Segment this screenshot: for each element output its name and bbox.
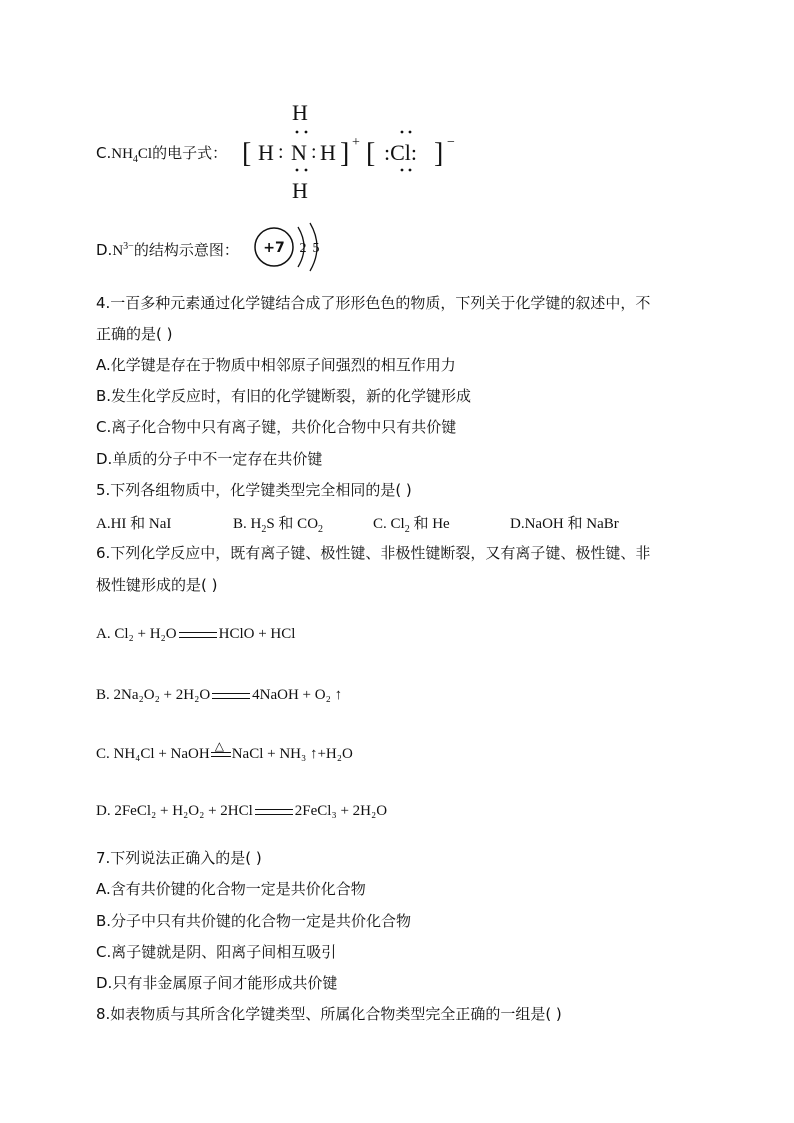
q5-b-sub2: 2 [318, 524, 324, 535]
q6-a-right: HClO + HCl [218, 626, 296, 642]
q6-d-right: 2FeCl₃ + 2H₂O [294, 803, 388, 819]
q5-option-c[interactable] [373, 512, 450, 533]
lewis-left-bracket-2: [ [366, 138, 376, 169]
q6-c-left: NH₄Cl + NaOH [113, 746, 210, 762]
q5-stem: 5.下列各组物质中，化学键类型完全相同的是( ) [96, 481, 412, 499]
q6-a-label: A. [96, 626, 111, 642]
lewis-right-bracket: ] [340, 138, 350, 169]
q4-option-a[interactable]: A.化学键是存在于物质中相邻原子间强烈的相互作用力 [96, 356, 456, 374]
q5-b-pre: B. H [233, 516, 262, 532]
q5-c-post: 和 He [409, 516, 450, 532]
q5-c-sub: 2 [404, 524, 410, 535]
q4-option-d[interactable]: D.单质的分子中不一定存在共价键 [96, 450, 323, 468]
lewis-structure-nh4cl [240, 98, 470, 208]
q4-option-c[interactable]: C.离子化合物中只有离子键，共价化合物中只有共价键 [96, 418, 457, 436]
lewis-cl: :Cl: [384, 140, 418, 165]
q3-c-sub: 4 [132, 154, 138, 165]
q7-option-c[interactable]: C.离子键就是阴、阳离子间相互吸引 [96, 943, 337, 961]
lewis-h-top: H [292, 100, 308, 125]
q6-option-b[interactable] [96, 685, 342, 705]
q6-a-left: Cl₂ + H₂O [114, 626, 177, 642]
q3-c-label: C. [96, 144, 112, 162]
lewis-minus: − [447, 135, 455, 150]
q3-d-sup: 3− [123, 241, 134, 252]
q3-c-text: 的电子式： [152, 144, 228, 162]
q6-c-right: NaCl + NH₃ ↑+H₂O [231, 746, 353, 762]
lewis-colon-1: : [278, 141, 284, 163]
q6-b-label: B. [96, 687, 110, 703]
q4-stem-line-1: 4.一百多种元素通过化学键结合成了形形色色的物质，下列关于化学键的叙述中，不 [96, 294, 651, 312]
lewis-dot [409, 169, 412, 172]
q7-option-b[interactable]: B.分子中只有共价键的化合物一定是共价化合物 [96, 912, 412, 930]
lewis-dot [305, 131, 308, 134]
q7-option-a[interactable]: A.含有共价键的化合物一定是共价化合物 [96, 880, 366, 898]
lewis-n: N [291, 140, 307, 165]
q3-c-formula: NH [111, 146, 133, 162]
equals-arrow-icon [255, 809, 293, 815]
q6-d-left: 2FeCl₂ + H₂O₂ + 2HCl [114, 803, 253, 819]
q3-option-c [96, 143, 227, 164]
q3-c-formula2: Cl [137, 146, 153, 162]
q6-option-c[interactable] [96, 738, 353, 764]
equals-arrow-icon [212, 693, 250, 699]
q5-c-pre: C. Cl [373, 516, 405, 532]
q5-options [96, 512, 736, 535]
q6-d-label: D. [96, 803, 111, 819]
lewis-h-right: H [320, 140, 336, 165]
lewis-dot [401, 131, 404, 134]
equals-arrow-icon [179, 632, 217, 638]
q6-stem-line-2: 极性键形成的是( ) [96, 576, 218, 594]
q4-option-b[interactable]: B.发生化学反应时，有旧的化学键断裂，新的化学键形成 [96, 387, 472, 405]
q3-d-formula: N [112, 243, 124, 259]
q3-d-label: D. [96, 241, 113, 259]
q5-option-d[interactable]: D.NaOH 和 NaBr [510, 516, 619, 532]
lewis-plus: + [352, 135, 360, 150]
lewis-dot [401, 169, 404, 172]
lewis-h-left: H [258, 140, 274, 165]
atom-shell-1: 2 [299, 241, 307, 256]
q7-option-d[interactable]: D.只有非金属原子间才能形成共价键 [96, 974, 338, 992]
atom-nucleus-charge: +7 [263, 240, 285, 256]
q8-stem: 8.如表物质与其所含化学键类型、所属化合物类型完全正确的一组是( ) [96, 1005, 562, 1023]
q5-b-sub1: 2 [261, 524, 267, 535]
q6-c-cond: △ [214, 738, 224, 753]
atom-structure-diagram [252, 221, 332, 275]
q3-d-text: 的结构示意图： [133, 241, 239, 259]
q6-b-left: 2Na₂O₂ + 2H₂O [113, 687, 211, 703]
lewis-right-bracket-2: ] [434, 138, 444, 169]
q6-stem-line-1: 6.下列化学反应中，既有离子键、极性键、非极性键断裂，又有离子键、极性键、非 [96, 544, 651, 562]
lewis-dot [296, 131, 299, 134]
q4-stem-line-2: 正确的是( ) [96, 325, 173, 343]
lewis-dot [409, 131, 412, 134]
equals-arrow-icon [211, 752, 231, 757]
q5-option-b[interactable] [233, 512, 323, 533]
lewis-h-bottom: H [292, 178, 308, 203]
q6-c-label: C. [96, 746, 110, 762]
q5-option-a[interactable]: A.HI 和 NaI [96, 516, 172, 532]
lewis-dot [305, 169, 308, 172]
lewis-colon-2: : [311, 141, 317, 163]
heat-arrow [211, 738, 231, 760]
q3-option-d [96, 240, 239, 261]
lewis-dot [296, 169, 299, 172]
q6-option-d[interactable] [96, 801, 387, 821]
q7-stem: 7.下列说法正确入的是( ) [96, 849, 262, 867]
lewis-left-bracket: [ [242, 138, 252, 169]
atom-shell-2: 5 [312, 241, 320, 256]
q6-option-a[interactable] [96, 624, 295, 644]
q5-b-mid: S 和 CO [266, 516, 319, 532]
q6-b-right: 4NaOH + O₂ ↑ [252, 687, 343, 703]
